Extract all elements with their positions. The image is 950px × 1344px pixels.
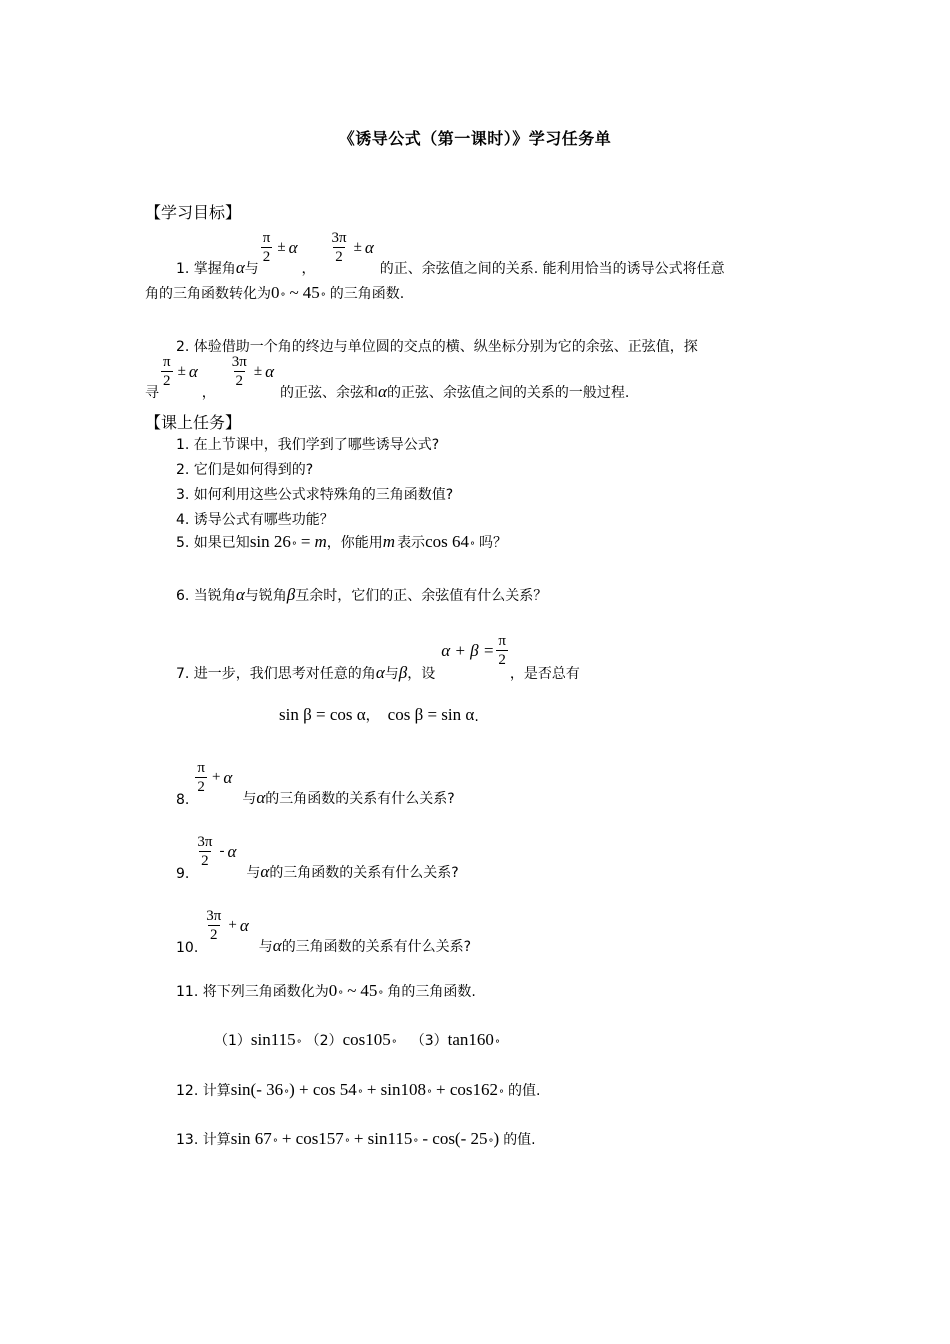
- fraction-3pi-over-2: [330, 229, 349, 266]
- degree-sign: °: [344, 1138, 350, 1149]
- plus-minus-sign: ±: [253, 363, 263, 379]
- alpha-symbol: α: [239, 915, 249, 935]
- sin-115-expr: sin115: [250, 1030, 296, 1049]
- task-8-suffix: 的三角函数的关系有什么关系?: [265, 791, 455, 807]
- task-11-suffix: 角的三角函数.: [387, 984, 476, 1000]
- task-4-text: 4. 诱导公式有哪些功能？: [176, 512, 334, 528]
- goal-1-rest: 的正、余弦值之间的关系. 能利用恰当的诱导公式将任意: [379, 261, 725, 277]
- task-2-text: 2. 它们是如何得到的?: [176, 462, 314, 478]
- fraction-numerator: 3π: [331, 230, 347, 246]
- tan-160-expr: tan160: [447, 1030, 494, 1049]
- alpha-symbol: α: [188, 361, 198, 381]
- alpha-symbol: α: [265, 361, 274, 381]
- cos-162-expr: + cos162: [436, 1080, 498, 1099]
- task-7: [176, 633, 580, 683]
- plus-sign: +: [211, 769, 221, 785]
- task-9-suffix: 的三角函数的关系有什么关系?: [269, 865, 459, 881]
- degree-sign: °: [296, 1039, 302, 1050]
- task-1: [176, 434, 439, 454]
- m-variable: m: [382, 532, 396, 551]
- task-8-number: 8.: [176, 792, 190, 808]
- expr-pi-over-2-pm-alpha: [259, 229, 298, 266]
- fraction-3pi-over-2: [204, 907, 223, 944]
- forty-five-value: 45: [302, 283, 320, 302]
- goal-1-line-2-prefix: 角的三角函数转化为: [145, 286, 271, 302]
- task-5-mid: ，你能用: [326, 535, 383, 551]
- separator: ，: [365, 708, 380, 724]
- fraction-denominator: 2: [163, 373, 171, 389]
- cos-157-expr: + cos157: [281, 1129, 344, 1148]
- task-10: [176, 908, 471, 956]
- fraction-denominator: 2: [335, 249, 343, 265]
- degree-sign: °: [378, 990, 384, 1001]
- alpha-plus-beta-equals: α + β =: [441, 640, 495, 660]
- fraction-denominator: 2: [210, 927, 218, 943]
- alpha-symbol: α: [378, 382, 387, 401]
- degree-sign: °: [391, 1039, 397, 1050]
- sin-26-expr: sin 26: [249, 532, 291, 551]
- forty-five-value: 45: [360, 981, 378, 1000]
- task-5-show: 表示: [397, 535, 426, 551]
- fraction-numerator: 3π: [197, 834, 213, 850]
- fraction-pi-over-2: [195, 759, 207, 796]
- task-13-prefix: 13. 计算: [176, 1132, 231, 1148]
- zero-value: 0: [271, 283, 280, 302]
- goal-2-text: 2. 体验借助一个角的终边与单位圆的交点的横、纵坐标分别为它的余弦、正弦值，探: [176, 339, 698, 355]
- task-10-suffix: 的三角函数的关系有什么关系?: [281, 939, 472, 955]
- sin-neg-36-expr: sin(- 36: [230, 1080, 284, 1099]
- cos-neg-25-expr: - cos(- 25: [422, 1129, 488, 1148]
- task-10-with: 与: [258, 939, 273, 955]
- fraction-denominator: 2: [498, 652, 506, 668]
- task-9-number: 9.: [176, 866, 190, 882]
- plus-sign: +: [228, 917, 237, 933]
- plus-minus-sign: ±: [353, 239, 362, 255]
- beta-symbol: β: [286, 585, 296, 604]
- task-5-prefix: 5. 如果已知: [176, 535, 250, 551]
- fraction-denominator: 2: [201, 853, 209, 869]
- alpha-symbol: α: [364, 237, 374, 257]
- degree-sign: °: [413, 1138, 419, 1149]
- fraction-numerator: π: [163, 354, 171, 370]
- fraction-pi-over-2: [261, 229, 273, 266]
- task-6: [176, 585, 547, 605]
- degree-sign: °: [469, 541, 475, 552]
- task-10-number: 10.: [176, 940, 199, 956]
- task-5-suffix: 吗？: [478, 535, 507, 551]
- fraction-denominator: 2: [197, 779, 205, 795]
- task-8-with: 与: [242, 791, 257, 807]
- task-11-prefix: 11. 将下列三角函数化为: [176, 984, 329, 1000]
- task-12-prefix: 12. 计算: [176, 1083, 231, 1099]
- plus-minus-sign: ±: [277, 239, 286, 255]
- tasks-heading: 【课上任务】: [145, 413, 242, 432]
- task-9-with: 与: [246, 865, 261, 881]
- beta-symbol: β: [398, 663, 408, 682]
- degree-sign: °: [488, 1138, 494, 1149]
- fraction-denominator: 2: [262, 249, 271, 265]
- fraction-denominator: 2: [235, 373, 244, 389]
- degree-sign: °: [291, 541, 297, 552]
- equation-sin-beta: sin β = cos α: [279, 705, 366, 724]
- expr-3pi-over-2-plus-alpha: [202, 907, 248, 944]
- degree-sign: °: [338, 990, 344, 1001]
- goal-2-prefix: 寻: [145, 385, 159, 401]
- task-3: [176, 484, 453, 504]
- task-13: [176, 1129, 536, 1149]
- fraction-pi-over-2: [496, 632, 508, 669]
- zero-value: 0: [328, 981, 338, 1000]
- close-paren: ): [493, 1129, 500, 1148]
- expr-alpha-plus-beta: [441, 632, 510, 669]
- goal-2-mid: 的正弦、余弦和: [280, 385, 378, 401]
- expr-3pi-over-2-pm-alpha: [328, 229, 374, 266]
- fraction-pi-over-2: [161, 353, 173, 390]
- goal-2-suffix: 的正弦、余弦值之间的关系的一般过程.: [386, 385, 630, 401]
- fraction-numerator: π: [498, 633, 506, 649]
- comma: ，: [301, 261, 316, 277]
- task-6-suffix: 互余时，它们的正、余弦值有什么关系？: [295, 588, 548, 604]
- sin-108-expr: + sin108: [366, 1080, 426, 1099]
- task-6-prefix: 6. 当锐角: [176, 588, 236, 604]
- alpha-symbol: α: [235, 585, 245, 604]
- expr-pi-over-2-plus-alpha: [193, 759, 232, 796]
- task-1-text: 1. 在上节课中，我们学到了哪些诱导公式?: [176, 437, 440, 453]
- fraction-numerator: 3π: [231, 354, 247, 370]
- goal-2-line-2: [145, 354, 630, 402]
- task-3-text: 3. 如何利用这些公式求特殊角的三角函数值?: [176, 487, 454, 503]
- task-13-suffix: 的值.: [503, 1132, 536, 1148]
- degree-sign: °: [427, 1089, 432, 1100]
- degree-sign: °: [280, 292, 286, 303]
- fraction-numerator: 3π: [206, 908, 222, 924]
- goal-1-with: 与: [244, 261, 259, 277]
- goal-1-prefix: 1. 掌握角: [176, 261, 236, 277]
- task-11-items: [214, 1030, 500, 1050]
- task-9: [176, 834, 459, 882]
- alpha-symbol: α: [235, 258, 245, 277]
- alpha-symbol: α: [260, 862, 270, 881]
- task-7-with: 与: [384, 666, 399, 682]
- plus-minus-sign: ±: [177, 363, 186, 379]
- item-2-label: （2）: [305, 1033, 343, 1049]
- cos-54-expr: ) + cos 54: [289, 1080, 357, 1099]
- m-variable: m: [314, 532, 327, 551]
- alpha-symbol: α: [272, 936, 282, 955]
- expr-pi-over-2-pm-alpha: [159, 353, 198, 390]
- degree-sign: °: [284, 1089, 290, 1100]
- degree-sign: °: [494, 1039, 500, 1050]
- alpha-symbol: α: [223, 767, 233, 787]
- expr-3pi-over-2-pm-alpha: [228, 353, 274, 390]
- degree-sign: °: [499, 1089, 504, 1100]
- task-7-always: ，是否总有: [509, 666, 580, 682]
- fraction-numerator: π: [197, 760, 205, 776]
- goals-heading: 【学习目标】: [145, 203, 242, 222]
- item-1-label: （1）: [214, 1033, 251, 1049]
- page-title: 《诱导公式（第一课时）》学习任务单: [338, 129, 612, 148]
- task-4: [176, 509, 334, 529]
- goal-1-line-1: [176, 230, 725, 278]
- alpha-symbol: α: [288, 237, 298, 257]
- equals-sign: =: [300, 532, 311, 551]
- cos-105-expr: cos105: [342, 1030, 391, 1049]
- equation-cos-beta: cos β = sin α: [387, 705, 475, 724]
- degree-sign: °: [357, 1089, 363, 1100]
- task-7-set: ，设: [407, 666, 436, 682]
- tilde: ~: [289, 283, 299, 302]
- task-7-equations: [279, 705, 479, 725]
- alpha-symbol: α: [227, 841, 237, 861]
- degree-sign: °: [320, 292, 326, 303]
- task-6-with: 与锐角: [244, 588, 287, 604]
- task-8: [176, 760, 455, 808]
- tilde: ~: [347, 981, 357, 1000]
- alpha-symbol: α: [256, 788, 266, 807]
- degree-sign: °: [272, 1138, 278, 1149]
- item-3-label: （3）: [410, 1033, 448, 1049]
- sin-67-expr: sin 67: [230, 1129, 272, 1148]
- goal-1-line-2-suffix: 的三角函数.: [329, 286, 405, 302]
- task-2: [176, 459, 313, 479]
- fraction-3pi-over-2: [195, 833, 214, 870]
- fraction-numerator: π: [262, 230, 271, 246]
- period: .: [474, 709, 479, 725]
- task-12: [176, 1080, 540, 1100]
- minus-sign: -: [219, 843, 225, 859]
- comma: ，: [201, 385, 216, 401]
- expr-3pi-over-2-minus-alpha: [193, 833, 236, 870]
- task-11: [176, 981, 476, 1001]
- goal-1-line-2: [145, 283, 404, 303]
- cos-64-expr: cos 64: [425, 532, 469, 551]
- sin-115-expr: + sin115: [353, 1129, 413, 1148]
- task-5: [176, 532, 507, 552]
- task-7-prefix: 7. 进一步，我们思考对任意的角: [176, 666, 376, 682]
- fraction-3pi-over-2: [230, 353, 249, 390]
- alpha-symbol: α: [375, 663, 385, 682]
- task-12-suffix: 的值.: [508, 1083, 541, 1099]
